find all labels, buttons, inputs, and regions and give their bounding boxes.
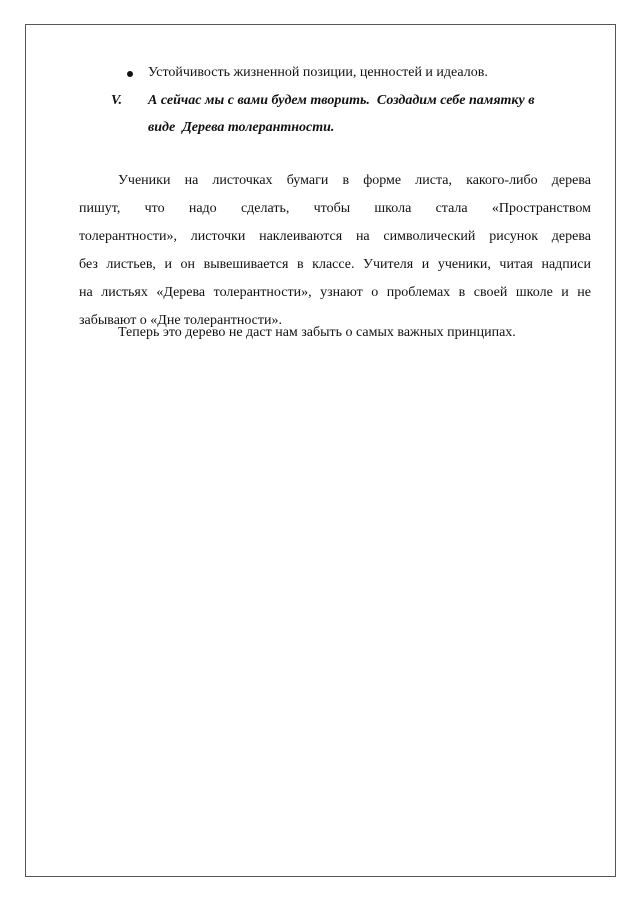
paragraph-line: без листьев, и он вывешивается в классе. Учителя и ученики, читая надписи xyxy=(79,257,591,272)
paragraph-line: Ученики на листочках бумаги в форме листа, какого-либо дерева xyxy=(118,173,591,188)
paragraph-line: толерантности», листочки наклеиваются на символический рисунок дерева xyxy=(79,229,591,244)
section-number: V. xyxy=(111,93,123,108)
paragraph-line: Теперь это дерево не даст нам забыть о самых важных принципах. xyxy=(118,325,516,340)
body-paragraph-1 xyxy=(79,167,591,335)
section-heading-line-2: виде Дерева толерантности. xyxy=(148,120,335,135)
bullet-text: Устойчивость жизненной позиции, ценностей и идеалов. xyxy=(148,65,488,80)
paragraph-line: пишут, что надо сделать, чтобы школа стала «Пространством xyxy=(79,201,591,216)
paragraph-line: забывают о «Дне толерантности». xyxy=(79,313,282,328)
section-heading-line-1: А сейчас мы с вами будем творить. Создадим себе памятку в xyxy=(148,93,535,108)
body-paragraph-2 xyxy=(79,319,591,347)
bullet-icon xyxy=(127,71,133,77)
paragraph-line: на листьях «Дерева толерантности», узнают о проблемах в своей школе и не xyxy=(79,285,591,300)
page-border xyxy=(25,24,616,877)
